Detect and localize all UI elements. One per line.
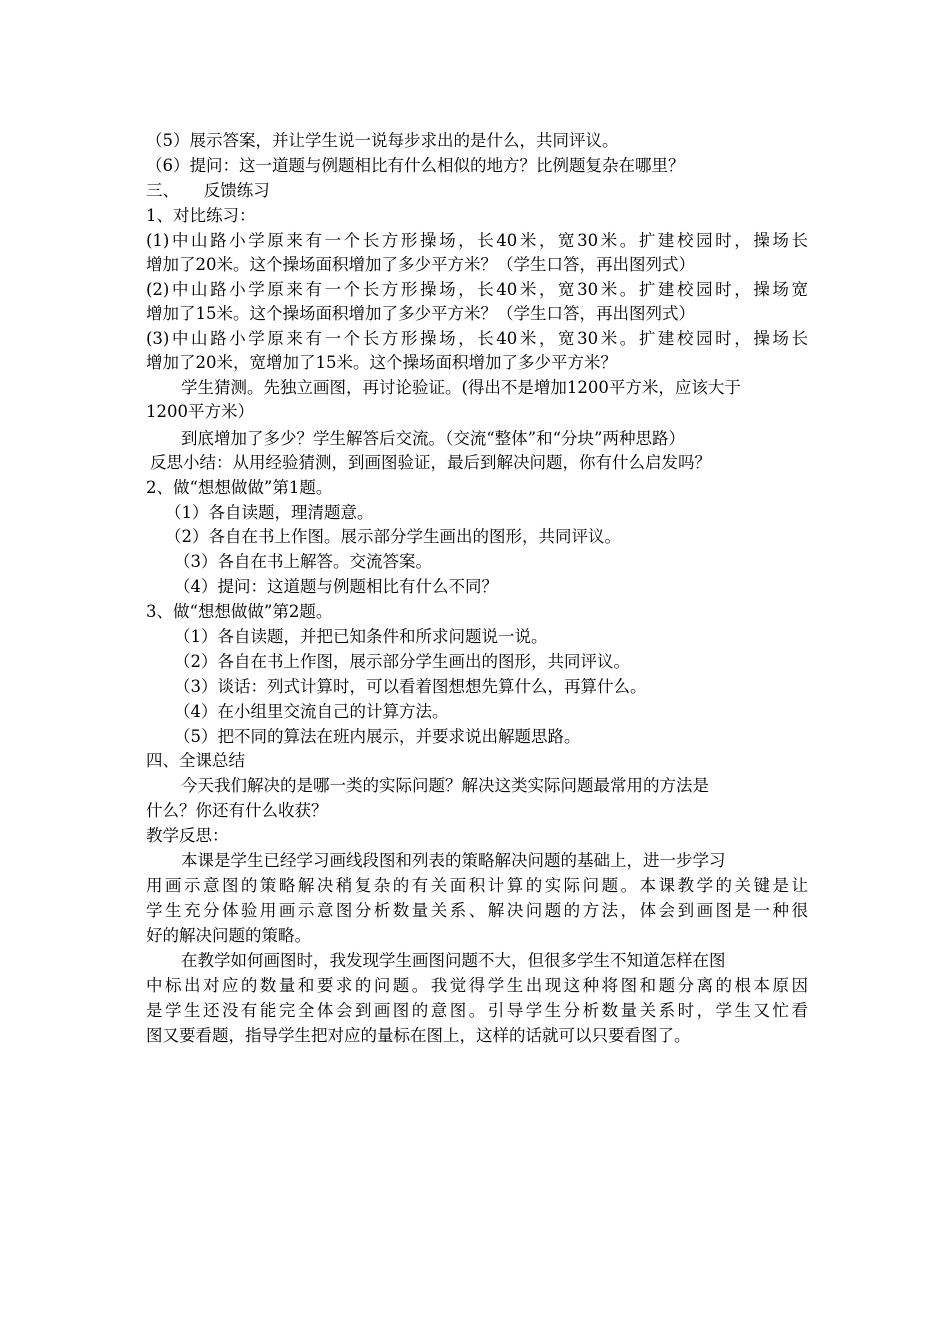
- list-item: （1）各自读题，并把已知条件和所求问题说一说。: [174, 627, 548, 646]
- text-line: 什么？你还有什么收获？: [146, 801, 328, 820]
- text-line: (2)中山路小学原来有一个长方形操场，长40米，宽30米。扩建校园时，操场宽: [146, 280, 808, 299]
- text-line: 今天我们解决的是哪一类的实际问题？解决这类实际问题最常用的方法是: [181, 776, 709, 795]
- text-line: 图又要看题，指导学生把对应的量标在图上，这样的话就可以只要看图了。: [146, 1026, 691, 1045]
- list-item: （1）各自读题，理清题意。: [165, 503, 374, 522]
- list-item: （2）各自在书上作图，展示部分学生画出的图形，共同评议。: [174, 652, 630, 671]
- text-line: 本课是学生已经学习画线段图和列表的策略解决问题的基础上，进一步学习: [181, 851, 726, 870]
- text-line: 到底增加了多少？学生解答后交流。（交流“整体”和“分块”两种思路）: [181, 429, 685, 448]
- text-line: 增加了15米。这个操场面积增加了多少平方米？（学生口答，再出图列式）: [146, 304, 695, 323]
- section-heading: 四、全课总结: [146, 751, 245, 770]
- text-line: 反思小结：从用经验猜测，到画图验证，最后到解决问题，你有什么启发吗？: [150, 453, 711, 472]
- text-line: 用画示意图的策略解决稍复杂的有关面积计算的实际问题。本课教学的关键是让: [146, 876, 808, 895]
- text-line: 在教学如何画图时，我发现学生画图问题不大，但很多学生不知道怎样在图: [181, 951, 726, 970]
- list-item: （2）各自在书上作图。展示部分学生画出的图形，共同评议。: [165, 527, 621, 546]
- list-item: （4）提问：这道题与例题相比有什么不同？: [174, 577, 498, 596]
- subsection-heading: 1、对比练习：: [146, 206, 256, 225]
- subsection-heading: 2、做“想想做做”第1题。: [146, 478, 333, 497]
- text-line: 学生充分体验用画示意图分析数量关系、解决问题的方法，体会到画图是一种很: [146, 901, 808, 920]
- text-line: (1)中山路小学原来有一个长方形操场，长40米，宽30米。扩建校园时，操场长: [146, 231, 808, 250]
- list-item: （5）把不同的算法在班内展示，并要求说出解题思路。: [174, 727, 581, 746]
- text-line: 学生猜测。先独立画图，再讨论验证。(得出不是增加1200平方米，应该大于: [181, 378, 741, 397]
- text-line: （5）展示答案，并让学生说一说每步求出的是什么，共同评议。: [146, 131, 619, 150]
- text-line: 中标出对应的数量和要求的问题。我觉得学生出现这种将图和题分离的根本原因: [146, 976, 808, 995]
- text-line: 1200平方米）: [146, 402, 254, 421]
- section-heading: 教学反思：: [146, 826, 229, 845]
- list-item: （3）各自在书上解答。交流答案。: [174, 552, 432, 571]
- section-heading: 三、 反馈练习: [146, 181, 270, 200]
- text-line: (3)中山路小学原来有一个长方形操场，长40米，宽30米。扩建校园时，操场长: [146, 329, 808, 348]
- text-line: 好的解决问题的策略。: [146, 926, 311, 945]
- text-line: 增加了20米。这个操场面积增加了多少平方米？（学生口答，再出图列式）: [146, 255, 695, 274]
- list-item: （4）在小组里交流自己的计算方法。: [174, 702, 449, 721]
- subsection-heading: 3、做“想想做做”第2题。: [146, 602, 333, 621]
- text-line: 是学生还没有能完全体会到画图的意图。引导学生分析数量关系时，学生又忙看: [146, 1001, 808, 1020]
- text-line: 增加了20米，宽增加了15米。这个操场面积增加了多少平方米？: [146, 353, 617, 372]
- text-line: （6）提问：这一道题与例题相比有什么相似的地方？比例题复杂在哪里？: [146, 156, 685, 175]
- list-item: （3）谈话：列式计算时，可以看着图想想先算什么，再算什么。: [174, 677, 647, 696]
